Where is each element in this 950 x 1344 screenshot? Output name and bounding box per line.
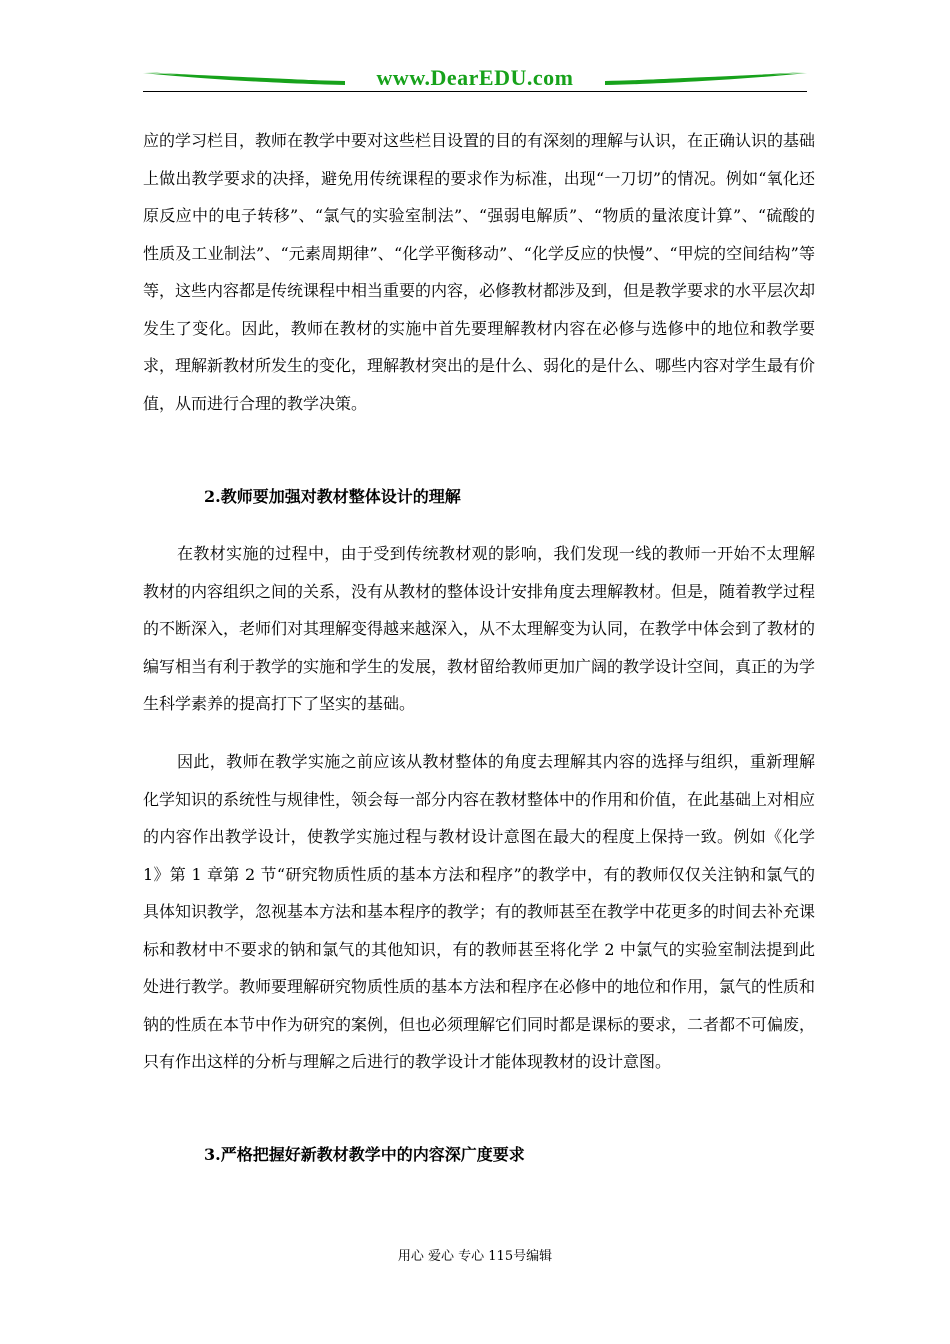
page-footer: 用心 爱心 专心 115号编辑 bbox=[397, 1249, 553, 1264]
page-header bbox=[143, 62, 807, 92]
section-heading-3: 3.严格把握好新教材教学中的内容深广度要求 bbox=[204, 1145, 525, 1164]
site-logo-text: www.DearEDU.com bbox=[376, 65, 574, 90]
header-rule bbox=[143, 91, 807, 92]
paragraph-section-2-second: 因此，教师在教学实施之前应该从教材整体的角度去理解其内容的选择与组织，重新理解化学知识的系统性与规律性，领会每一部分内容在教材整体中的作用和价值，在此基础上对相应的内容作出教学设计，使教学实施过程与教材设计意图在最大的程度上保持一致。例如《化学 1》第 1 章第 2 节“研究物质性质的基本方法和程序”的教学中，有的教师仅仅关注钠和氯气的具体知识教学，忽视基本方法和基本程序的教学；有的教师甚至在教学中花更多的时间去补充课标和教材中不要求的钠和氯气的其他知识，有的教师甚至将化学 2 中氯气的实验室制法提到此处进行教学。教师要理解研究物质性质的基本方法和程序在必修中的地位和作用，氯气的性质和钠的性质在本节中作为研究的案例，但也必须理解它们同时都是课标的要求，二者都不可偏废，只有作出这样的分析与理解之后进行的教学设计才能体现教材的设计意图。 bbox=[143, 752, 816, 1071]
section-heading-2: 2.教师要加强对教材整体设计的理解 bbox=[204, 487, 461, 506]
paragraph-continued: 应的学习栏目，教师在教学中要对这些栏目设置的目的有深刻的理解与认识，在正确认识的基础上做出教学要求的决择，避免用传统课程的要求作为标准，出现“一刀切”的情况。例如“氧化还原反应中的电子转移”、“氯气的实验室制法”、“强弱电解质”、“物质的量浓度计算”、“硫酸的性质及工业制法”、“元素周期律”、“化学平衡移动”、“化学反应的快慢”、“甲烷的空间结构”等等，这些内容都是传统课程中相当重要的内容，必修教材都涉及到，但是教学要求的水平层次却发生了变化。因此，教师在教材的实施中首先要理解教材内容在必修与选修中的地位和教学要求，理解新教材所发生的变化，理解教材突出的是什么、弱化的是什么、哪些内容对学生最有价值，从而进行合理的教学决策。 bbox=[143, 131, 816, 413]
paragraph-section-2-first: 在教材实施的过程中，由于受到传统教材观的影响，我们发现一线的教师一开始不太理解教材的内容组织之间的关系，没有从教材的整体设计安排角度去理解教材。但是，随着教学过程的不断深入，老师们对其理解变得越来越深入，从不太理解变为认同，在教学中体会到了教材的编写相当有利于教学的实施和学生的发展，教材留给教师更加广阔的教学设计空间，真正的为学生科学素养的提高打下了坚实的基础。 bbox=[143, 544, 816, 713]
